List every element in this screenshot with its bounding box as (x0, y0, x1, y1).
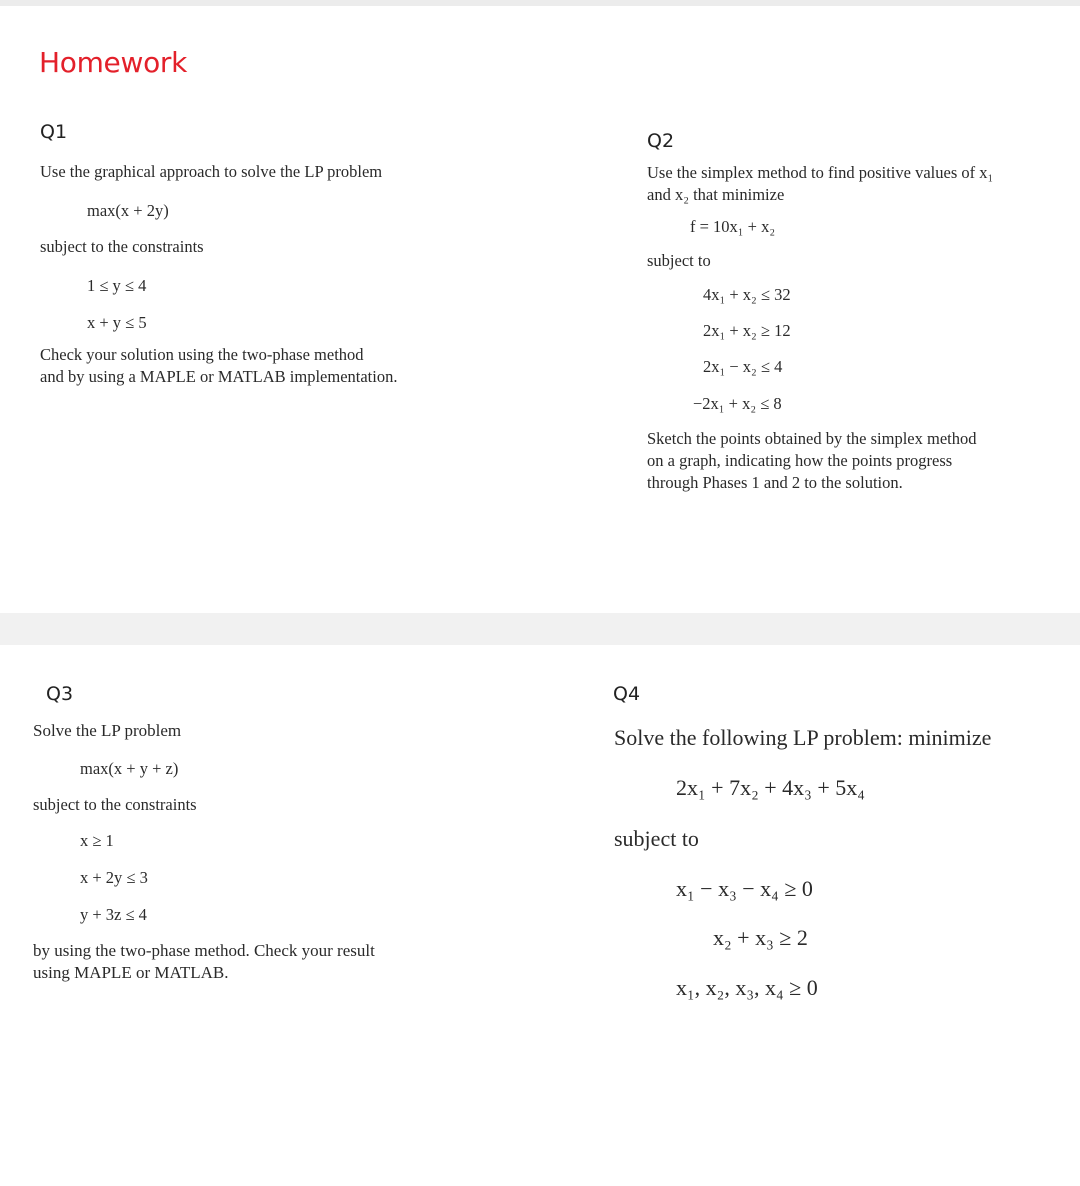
q2-label: Q2 (647, 130, 675, 152)
q2-subject: subject to (647, 251, 711, 270)
q3-objective: max(x + y + z) (80, 759, 179, 778)
page-title: Homework (39, 46, 188, 79)
q2-objective: f = 10x₁ + x₂ (690, 217, 776, 236)
q4-subject: subject to (614, 826, 699, 851)
q4-constraint-1: x₁ − x₃ − x₄ ≥ 0 (676, 876, 813, 901)
q4-constraint-2: x₂ + x₃ ≥ 2 (713, 925, 808, 950)
q3-subject: subject to the constraints (33, 795, 197, 814)
q3-method-line-2: using MAPLE or MATLAB. (33, 963, 229, 982)
q1-subject: subject to the constraints (40, 237, 204, 256)
section-divider (0, 613, 1080, 645)
q4-label: Q4 (613, 683, 641, 705)
q3-method-line-1: by using the two-phase method. Check your result (33, 941, 375, 960)
q4-objective: 2x₁ + 7x₂ + 4x₃ + 5x₄ (676, 775, 865, 800)
q3-label: Q3 (46, 683, 74, 705)
q2-intro-line-2: and x₂ that minimize (647, 185, 785, 204)
q1-check-line-2: and by using a MAPLE or MATLAB implementation. (40, 367, 398, 386)
q3-constraint-1: x ≥ 1 (80, 831, 114, 850)
q1-objective: max(x + 2y) (87, 201, 169, 220)
q4-intro: Solve the following LP problem: minimize (614, 725, 992, 750)
q3-constraint-2: x + 2y ≤ 3 (80, 868, 148, 887)
q2-sketch-line-2: on a graph, indicating how the points progress (647, 451, 953, 470)
q1-constraint-1: 1 ≤ y ≤ 4 (87, 276, 147, 295)
q2-constraint-1: 4x₁ + x₂ ≤ 32 (703, 285, 791, 304)
q2-constraint-2: 2x₁ + x₂ ≥ 12 (703, 321, 791, 340)
q1-check-line-1: Check your solution using the two-phase method (40, 345, 364, 364)
q4-constraint-3: x₁, x₂, x₃, x₄ ≥ 0 (676, 975, 818, 1000)
q1-constraint-2: x + y ≤ 5 (87, 313, 147, 332)
q1-label: Q1 (40, 121, 68, 143)
q2-sketch-line-1: Sketch the points obtained by the simplex method (647, 429, 977, 448)
q3-constraint-3: y + 3z ≤ 4 (80, 905, 147, 924)
q2-constraint-4: −2x₁ + x₂ ≤ 8 (693, 394, 782, 413)
q1-intro: Use the graphical approach to solve the LP problem (40, 162, 383, 181)
top-bar (0, 0, 1080, 6)
q2-constraint-3: 2x₁ − x₂ ≤ 4 (703, 357, 783, 376)
q2-sketch-line-3: through Phases 1 and 2 to the solution. (647, 473, 903, 492)
q2-intro-line-1: Use the simplex method to find positive values of x₁ (647, 163, 994, 182)
q3-intro: Solve the LP problem (33, 721, 182, 740)
